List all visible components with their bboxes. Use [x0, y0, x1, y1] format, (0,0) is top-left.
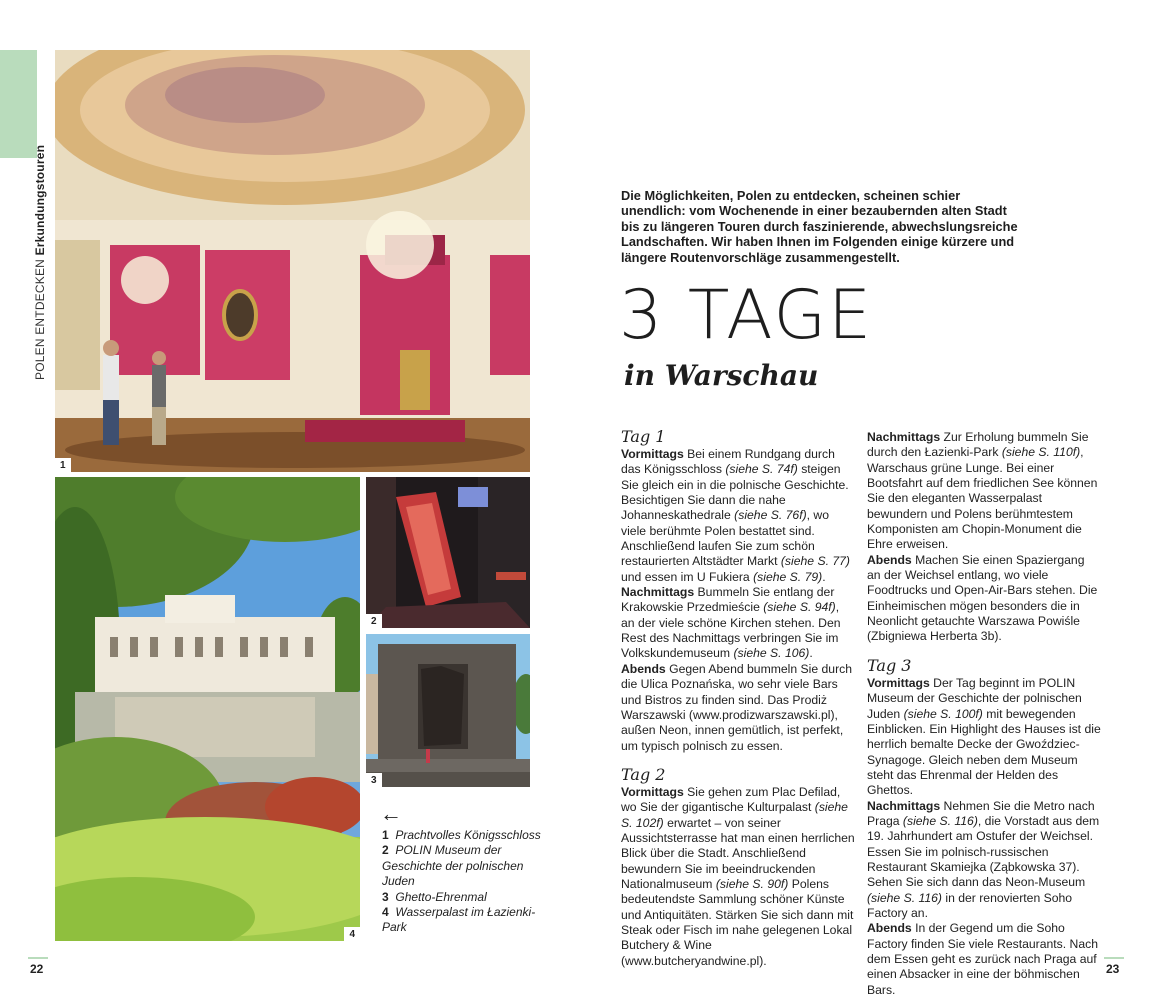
caption-item: 2 POLIN Museum der Geschichte der polnischen Juden — [382, 843, 524, 889]
day2-afternoon: Nachmittags Zur Erholung bummeln Sie durch den Łazienki-Park (siehe S. 110f), Warschaus grüne Lunge. Bei einer Bootsfahrt auf dem friedlichen See können Sie den eleganten Wasserpalast bewundern und Polens berühmtestem Komponisten am Chopin-Monument die Ehre erweisen. — [867, 430, 1098, 552]
day3-morning: Vormittags Der Tag beginnt im POLIN Museum der Geschichte der polnischen Juden (siehe S. 100f) mit bewegenden Einblicken. Ein Highlight des Hauses ist die herrlich bemalte Decke der Gwoździec-Synagoge. Gleich neben dem Museum steht das Ehrenmal der Helden des Ghettos. — [867, 675, 1101, 798]
page-number-rule — [1104, 957, 1124, 959]
day3-evening: Abends In der Gegend um die Soho Factory finden Sie viele Restaurants. Nach dem Essen geht es zurück nach Praga auf einen Absacker in eine der böhmischen Bars. — [867, 921, 1098, 997]
day3-afternoon: Nachmittags Nehmen Sie die Metro nach Praga (siehe S. 116), die Vorstadt aus dem 19. Jahrhundert am Ostufer der Weichsel. Essen Sie im polnisch-russischen Restaurant Skamiejka (Ząbkowska 37). Sehen Sie sich dann das Neon-Museum (siehe S. 116) in der renovierten Soho Factory an. — [867, 798, 1100, 920]
day-heading: Tag 3 — [867, 655, 912, 675]
day1-evening: Abends Gegen Abend bummeln Sie durch die Ulica Poznańska, wo sehr viele Bars und Bistros zu finden sind. Das Prodiż Warszawski (www.prodizwarszawski.pl), außen Neon, innen gemütlich, ist perfekt, um typisch polnisch zu essen. — [621, 661, 853, 753]
running-header — [33, 145, 47, 380]
day1-morning: Vormittags Bei einem Rundgang durch das Königsschloss (siehe S. 74f) steigen Sie gleich ein in die polnische Geschichte. Besichtigen Sie dann die nahe Johanneskathedrale (siehe S. 76f), wo viele berühmte Polen bestattet sind. Anschließend laufen Sie zum schön restaurierten Altstädter Markt (siehe S. 77) und essen im U Fukiera (siehe S. 79). — [621, 447, 850, 584]
day-heading: Tag 1 — [621, 427, 666, 446]
page-title: 3 TAGE — [619, 276, 874, 355]
page-subtitle: in Warschau — [624, 359, 819, 392]
column-right — [867, 430, 1101, 998]
photo-number: 2 — [366, 614, 382, 628]
chapter-label: Erkundungstouren — [33, 144, 47, 256]
page-number-right: 23 — [1106, 962, 1120, 976]
caption-item: 1 Prachtvolles Königsschloss — [382, 828, 541, 842]
photo-number: 1 — [55, 458, 71, 472]
arrow-left-icon: ← — [380, 801, 402, 826]
photo-ghetto-memorial — [366, 634, 530, 787]
photo-number: 3 — [366, 773, 382, 787]
photo-throne-room — [55, 50, 530, 472]
page-number-left: 22 — [30, 962, 44, 976]
day1-afternoon: Nachmittags Bummeln Sie entlang der Krakowskie Przedmieście (siehe S. 94f), an der viele schöne Kirchen stehen. Den Rest des Nachmittags verbringen Sie im Volkskundemuseum (siehe S. 106). — [621, 585, 841, 661]
day-heading: Tag 2 — [621, 764, 666, 784]
photo-captions — [382, 828, 552, 936]
intro-paragraph: Die Möglichkeiten, Polen zu entdecken, scheinen schier unendlich: vom Wochenende in einer bezaubernden alten Stadt bis zu längeren Touren durch faszinierende, abwechslungsreiche Landschaften. Wir haben Ihnen im Folgenden einige kürzere und längere Routenvorschläge zusammengestellt. — [621, 188, 1018, 265]
day2-evening: Abends Machen Sie einen Spaziergang an der Weichsel entlang, wo viele Foodtrucks und Open-Air-Bars stehen. Die Einheimischen mögen besonders die in Neonlicht getauchte Warszawa Powiśle (Zbigniewa Herberta 3b). — [867, 552, 1098, 644]
photo-polin-museum — [366, 477, 530, 628]
photo-water-palace — [55, 477, 360, 941]
section-label: POLEN ENTDECKEN — [33, 258, 47, 380]
photo-number: 4 — [344, 927, 360, 941]
page-number-rule — [28, 957, 48, 959]
chapter-tab — [0, 50, 37, 158]
column-left — [621, 427, 855, 969]
caption-item: 3 Ghetto-Ehrenmal — [382, 889, 487, 904]
day2-morning: Vormittags Sie gehen zum Plac Defilad, wo Sie der gigantische Kulturpalast (siehe S. 102f) erwartet – von seiner Aussichtsterrasse hat man einen herrlichen Blick über die Stadt. Anschließend bewundern Sie im beeindruckenden Nationalmuseum (siehe S. 90f) Polens bedeutendste Sammlung schöner Künste und Antiquitäten. Stärken Sie sich dann mit Steak oder Fisch im nahe gelegenen Lokal Butchery & Wine (www.butcheryandwine.pl). — [621, 784, 855, 968]
caption-item: 4 Wasserpalast im Łazienki-Park — [382, 905, 536, 935]
